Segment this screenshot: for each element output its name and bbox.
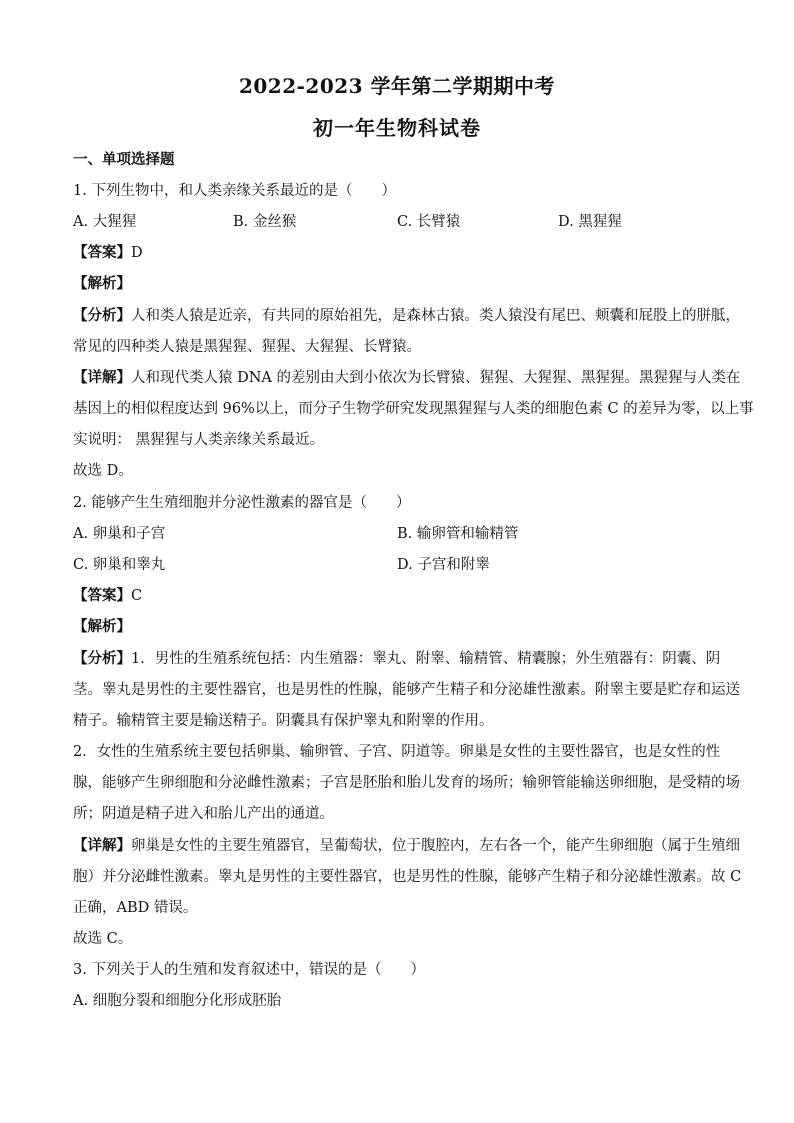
question-2-stem: 2. 能够产生生殖细胞并分泌性激素的器官是（ ） bbox=[73, 495, 411, 511]
q3-option-a: A. 细胞分裂和细胞分化形成胚胎 bbox=[73, 993, 282, 1009]
q1-option-c: C. 长臂猿 bbox=[397, 214, 461, 230]
q2-option-c: C. 卵巢和睾丸 bbox=[73, 557, 166, 573]
q2-xiangjie-line: 胞）并分泌雌性激素。睾丸是男性的主要性器官，也是男性的性腺，能够产生精子和分泌雄性激素。故 C bbox=[73, 869, 742, 885]
exam-title: 2022-2023 学年第二学期期中考 bbox=[238, 74, 556, 98]
q2-fenxi-line: 所；阴道是精子进入和胎儿产出的通道。 bbox=[73, 806, 334, 822]
q1-xiangjie-line: 【详解】人和现代类人猿 DNA 的差别由大到小依次为长臂猿、猩猩、大猩猩、黑猩猩。黑猩猩与人类在 bbox=[73, 369, 741, 386]
q2-fenxi-line: 精子。输精管主要是输送精子。阴囊具有保护睾丸和附睾的作用。 bbox=[73, 713, 494, 729]
q2-fenxi-line: 茎。睾丸是男性的主要性器官，也是男性的性腺，能够产生精子和分泌雄性激素。附睾主要是贮存和运送 bbox=[73, 682, 740, 698]
q2-xiangjie-line: 正确，ABD 错误。 bbox=[73, 900, 198, 916]
q2-conclusion: 故选 C。 bbox=[73, 931, 133, 947]
question-3-stem: 3. 下列关于人的生殖和发育叙述中，错误的是（ ） bbox=[73, 962, 425, 978]
q2-fenxi-line: 2．女性的生殖系统主要包括卵巢、输卵管、子宫、阴道等。卵巢是女性的主要性器官，也是女性的性 bbox=[73, 744, 721, 760]
q1-option-d: D. 黑猩猩 bbox=[558, 214, 622, 230]
q2-fenxi-line: 【分析】1．男性的生殖系统包括：内生殖器：睾丸、附睾、输精管、精囊腺；外生殖器有：阴囊、阴 bbox=[73, 650, 721, 667]
exam-subtitle: 初一年生物科试卷 bbox=[313, 116, 481, 140]
q1-option-b: B. 金丝猴 bbox=[233, 214, 297, 230]
q2-answer: 【答案】C bbox=[73, 587, 143, 604]
section-heading: 一、单项选择题 bbox=[73, 151, 175, 168]
q1-option-a: A. 大猩猩 bbox=[73, 214, 137, 230]
q2-option-b: B. 输卵管和输精管 bbox=[397, 526, 519, 542]
q1-fenxi-line: 常见的四种类人猿是黑猩猩、猩猩、大猩猩、长臂猿。 bbox=[73, 339, 421, 355]
q1-xiangjie-line: 基因上的相似程度达到 96%以上，而分子生物学研究发现黑猩猩与人类的细胞色素 C 的差异为零，以上事 bbox=[73, 401, 754, 417]
q1-analysis-label: 【解析】 bbox=[73, 275, 131, 292]
q2-fenxi-line: 腺，能够产生卵细胞和分泌雌性激素；子宫是胚胎和胎儿发育的场所；输卵管能输送卵细胞，是受精的场 bbox=[73, 775, 740, 791]
q1-xiangjie-line: 实说明： 黑猩猩与人类亲缘关系最近。 bbox=[73, 432, 325, 448]
q1-fenxi-line: 【分析】人和类人猿是近亲，有共同的原始祖先，是森林古猿。类人猿没有尾巴、颊囊和屁股上的胼胝， bbox=[73, 307, 740, 324]
q2-option-a: A. 卵巢和子宫 bbox=[73, 526, 166, 542]
q2-xiangjie-line: 【详解】卵巢是女性的主要生殖器官，呈葡萄状，位于腹腔内，左右各一个，能产生卵细胞（属于生殖细 bbox=[73, 837, 740, 854]
q1-answer: 【答案】D bbox=[73, 244, 143, 261]
q2-analysis-label: 【解析】 bbox=[73, 618, 131, 635]
q1-conclusion: 故选 D。 bbox=[73, 463, 133, 479]
q2-option-d: D. 子宫和附睾 bbox=[397, 557, 490, 573]
question-1-stem: 1. 下列生物中，和人类亲缘关系最近的是（ ） bbox=[73, 183, 396, 199]
